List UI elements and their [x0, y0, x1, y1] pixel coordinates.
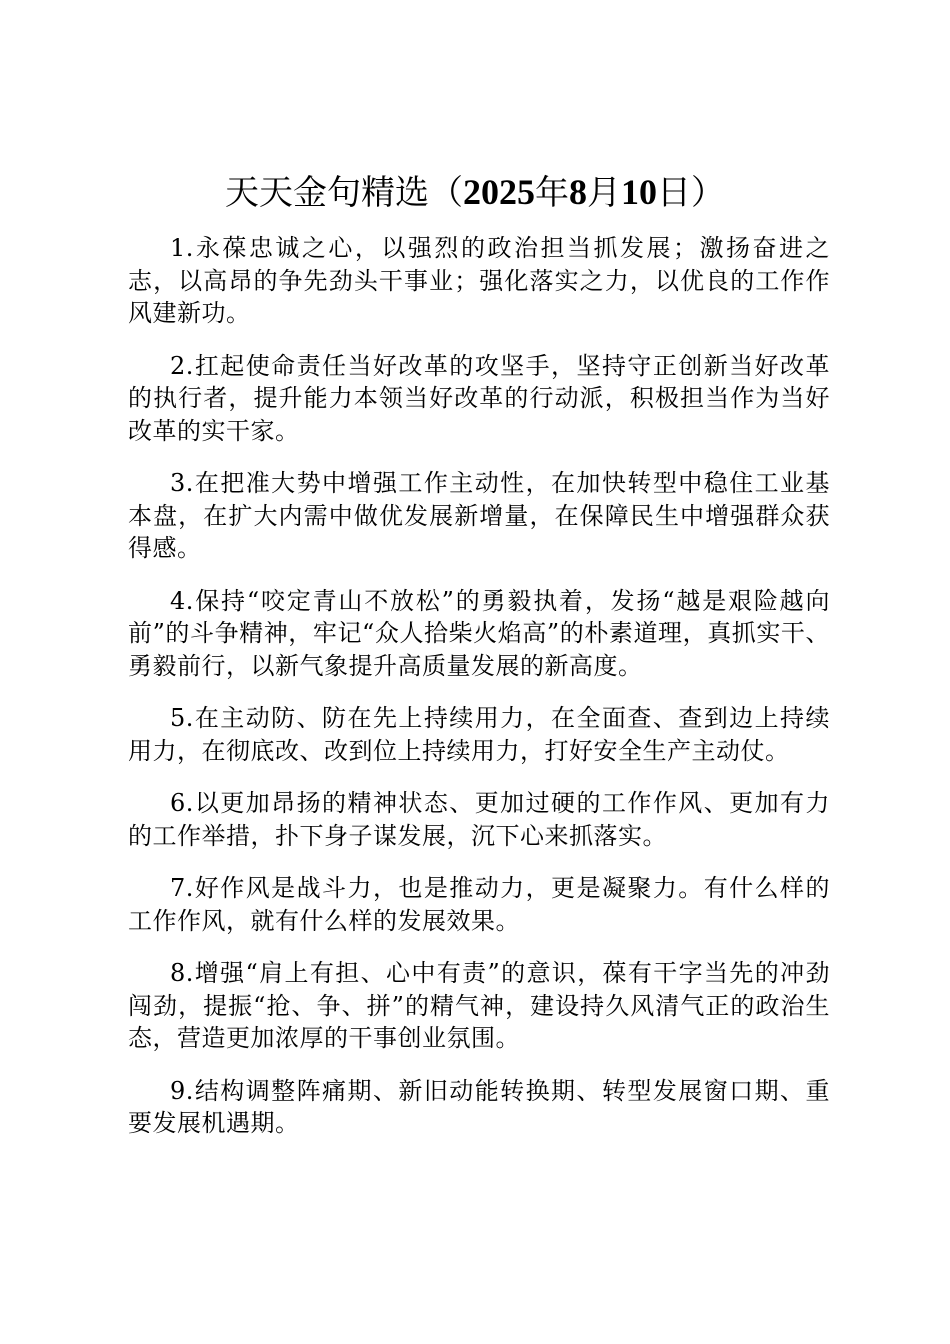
- title-prefix: 天天金句精选（: [225, 173, 463, 213]
- quote-item-1: 1.永葆忠诚之心，以强烈的政治担当抓发展；激扬奋进之志，以高昂的争先劲头干事业；强化落实之力，以优良的工作作风建新功。: [128, 234, 830, 327]
- quote-item-2: 2.扛起使命责任当好改革的攻坚手，坚持守正创新当好改革的执行者，提升能力本领当好改革的行动派，积极担当作为当好改革的实干家。: [128, 351, 830, 445]
- quote-item-6: 6.以更加昂扬的精神状态、更加过硬的工作作风、更加有力的工作举措，扑下身子谋发展，沉下心来抓落实。: [128, 789, 830, 850]
- title-year-unit: 年: [535, 173, 569, 213]
- title-month-unit: 月: [587, 173, 621, 213]
- page-title: [0, 168, 950, 217]
- quote-item-9: 9.结构调整阵痛期、新旧动能转换期、转型发展窗口期、重要发展机遇期。: [128, 1076, 830, 1137]
- title-year: 2025: [463, 172, 535, 212]
- quote-item-5: 5.在主动防、防在先上持续用力，在全面查、查到边上持续用力，在彻底改、改到位上持续用力，打好安全生产主动仗。: [128, 704, 830, 765]
- quote-item-4: 4.保持“咬定青山不放松”的勇毅执着，发扬“越是艰险越向前”的斗争精神，牢记“众人拾柴火焰高”的朴素道理，真抓实干、勇毅前行，以新气象提升高质量发展的新高度。: [128, 586, 830, 680]
- title-day-unit: 日）: [657, 173, 725, 213]
- title-month: 8: [569, 172, 587, 212]
- title-day: 10: [621, 172, 657, 212]
- quote-item-3: 3.在把准大势中增强工作主动性，在加快转型中稳住工业基本盘，在扩大内需中做优发展新增量，在保障民生中增强群众获得感。: [128, 469, 830, 562]
- quote-item-7: 7.好作风是战斗力，也是推动力，更是凝聚力。有什么样的工作作风，就有什么样的发展效果。: [128, 874, 830, 935]
- quote-item-8: 8.增强“肩上有担、心中有责”的意识，葆有干字当先的冲劲闯劲，提振“抢、争、拼”的精气神，建设持久风清气正的政治生态，营造更加浓厚的干事创业氛围。: [128, 959, 830, 1052]
- quote-list: [128, 232, 830, 1160]
